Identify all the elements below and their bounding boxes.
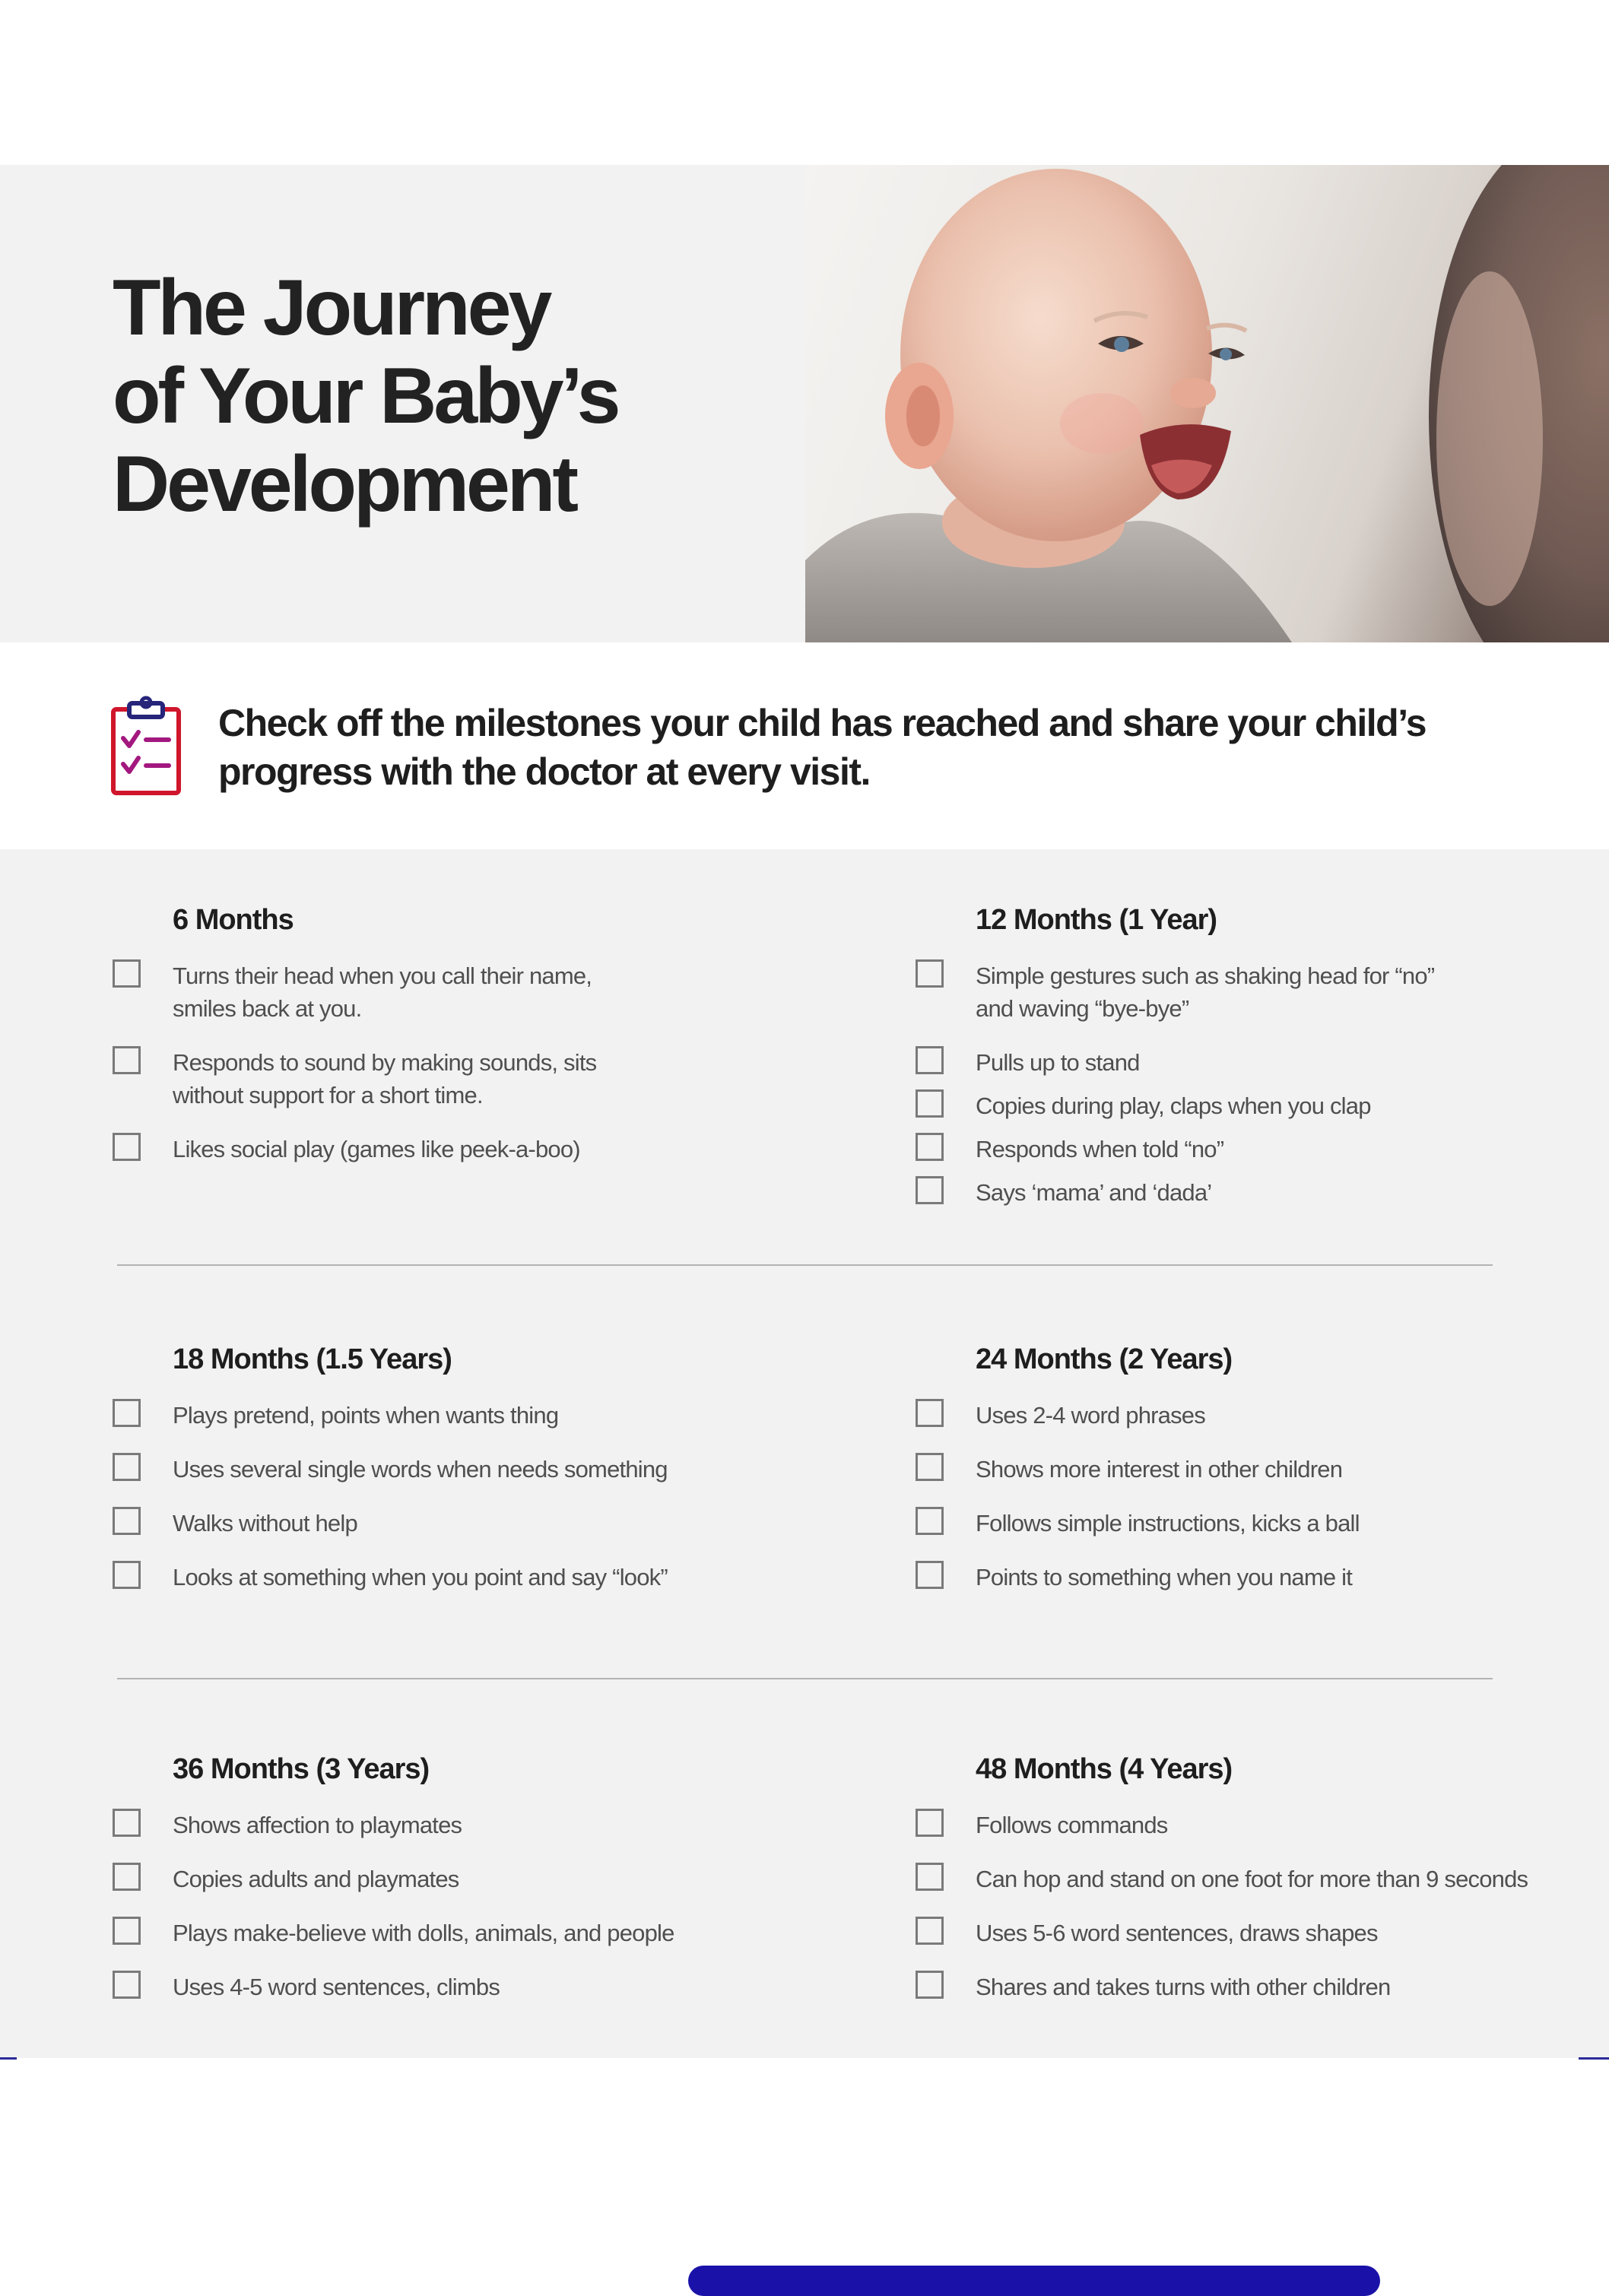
- milestone-group-title: 6 Months: [173, 904, 294, 936]
- milestone-label: Turns their head when you call their name, smiles back at you.: [173, 962, 592, 1022]
- milestone-checkbox[interactable]: [113, 1917, 141, 1945]
- milestone-label: Looks at something when you point and say “look”: [173, 1564, 668, 1590]
- milestone-checkbox[interactable]: [916, 1971, 944, 1999]
- milestone-checkbox[interactable]: [113, 1809, 141, 1837]
- milestone-checkbox[interactable]: [916, 1399, 944, 1427]
- milestone-checkbox[interactable]: [916, 1133, 944, 1161]
- milestone-checkbox[interactable]: [916, 1809, 944, 1837]
- milestone-label: Shares and takes turns with other children: [976, 1974, 1391, 2000]
- milestone-label: Follows commands: [976, 1812, 1168, 1838]
- footer-edge-mark-right: [1579, 2057, 1609, 2060]
- milestone-checkbox[interactable]: [916, 959, 944, 988]
- milestone-label: Points to something when you name it: [976, 1564, 1353, 1590]
- milestone-group-title: 36 Months (3 Years): [173, 1753, 430, 1785]
- section-divider: [117, 1264, 1493, 1266]
- milestone-checkbox[interactable]: [113, 1507, 141, 1535]
- milestones-section: [0, 849, 1609, 2058]
- milestone-checkbox[interactable]: [916, 1917, 944, 1945]
- milestone-group-title: 12 Months (1 Year): [976, 904, 1217, 936]
- milestone-label: Responds to sound by making sounds, sits without support for a short time.: [173, 1049, 597, 1108]
- milestone-checkbox[interactable]: [916, 1453, 944, 1481]
- milestone-checkbox[interactable]: [916, 1507, 944, 1535]
- milestone-label: Shows more interest in other children: [976, 1456, 1343, 1483]
- milestone-checkbox[interactable]: [916, 1176, 944, 1204]
- milestone-label: Plays pretend, points when wants thing: [173, 1402, 559, 1429]
- milestone-label: Uses 5-6 word sentences, draws shapes: [976, 1920, 1378, 1946]
- milestone-checkbox[interactable]: [916, 1046, 944, 1074]
- milestone-label: Copies adults and playmates: [173, 1866, 459, 1892]
- milestone-label: Copies during play, claps when you clap: [976, 1093, 1371, 1119]
- instruction-text: Check off the milestones your child has reached and share your child’s progress with the doctor at every visit.: [218, 702, 1427, 793]
- title-line-1: The Journey: [113, 264, 550, 352]
- milestone-checkbox[interactable]: [113, 1046, 141, 1074]
- milestone-label: Plays make-believe with dolls, animals, and people: [173, 1920, 674, 1946]
- footer-edge-mark-left: [0, 2057, 17, 2060]
- footer-bar: [688, 2266, 1380, 2296]
- milestone-label: Can hop and stand on one foot for more than 9 seconds: [976, 1866, 1528, 1892]
- milestone-label: Likes social play (games like peek-a-boo): [173, 1136, 580, 1162]
- milestone-label: Says ‘mama’ and ‘dada’: [976, 1179, 1212, 1206]
- milestone-group-title: 24 Months (2 Years): [976, 1343, 1233, 1375]
- milestone-checkbox[interactable]: [113, 1399, 141, 1427]
- section-divider: [117, 1678, 1493, 1679]
- milestone-checkbox[interactable]: [113, 1971, 141, 1999]
- milestone-checkbox[interactable]: [113, 1863, 141, 1891]
- milestone-label: Shows affection to playmates: [173, 1812, 462, 1838]
- milestone-label: Uses several single words when needs something: [173, 1456, 668, 1483]
- milestone-label: Uses 4-5 word sentences, climbs: [173, 1974, 500, 2000]
- milestone-checkbox[interactable]: [916, 1863, 944, 1891]
- hero-banner: [0, 165, 1609, 642]
- baby-photo: [805, 165, 1609, 642]
- title-line-2: of Your Baby’s: [113, 352, 618, 440]
- milestone-group-title: 48 Months (4 Years): [976, 1753, 1233, 1785]
- instruction-section: [0, 642, 1609, 849]
- milestone-label: Uses 2-4 word phrases: [976, 1402, 1205, 1429]
- title-line-3: Development: [113, 440, 576, 528]
- milestone-checkbox[interactable]: [916, 1561, 944, 1589]
- milestone-label: Pulls up to stand: [976, 1049, 1140, 1076]
- milestone-checkbox[interactable]: [916, 1089, 944, 1118]
- milestone-label: Follows simple instructions, kicks a ball: [976, 1510, 1360, 1536]
- milestone-checkbox[interactable]: [113, 1133, 141, 1161]
- milestone-group-title: 18 Months (1.5 Years): [173, 1343, 452, 1375]
- milestone-label: Walks without help: [173, 1510, 357, 1536]
- milestone-checkbox[interactable]: [113, 1561, 141, 1589]
- milestone-label: Responds when told “no”: [976, 1136, 1224, 1162]
- milestone-label: Simple gestures such as shaking head for “no” and waving “bye-bye”: [976, 962, 1435, 1022]
- clipboard-checklist-icon: [111, 696, 181, 796]
- milestone-checkbox[interactable]: [113, 959, 141, 988]
- page-title: [113, 264, 617, 528]
- milestone-checkbox[interactable]: [113, 1453, 141, 1481]
